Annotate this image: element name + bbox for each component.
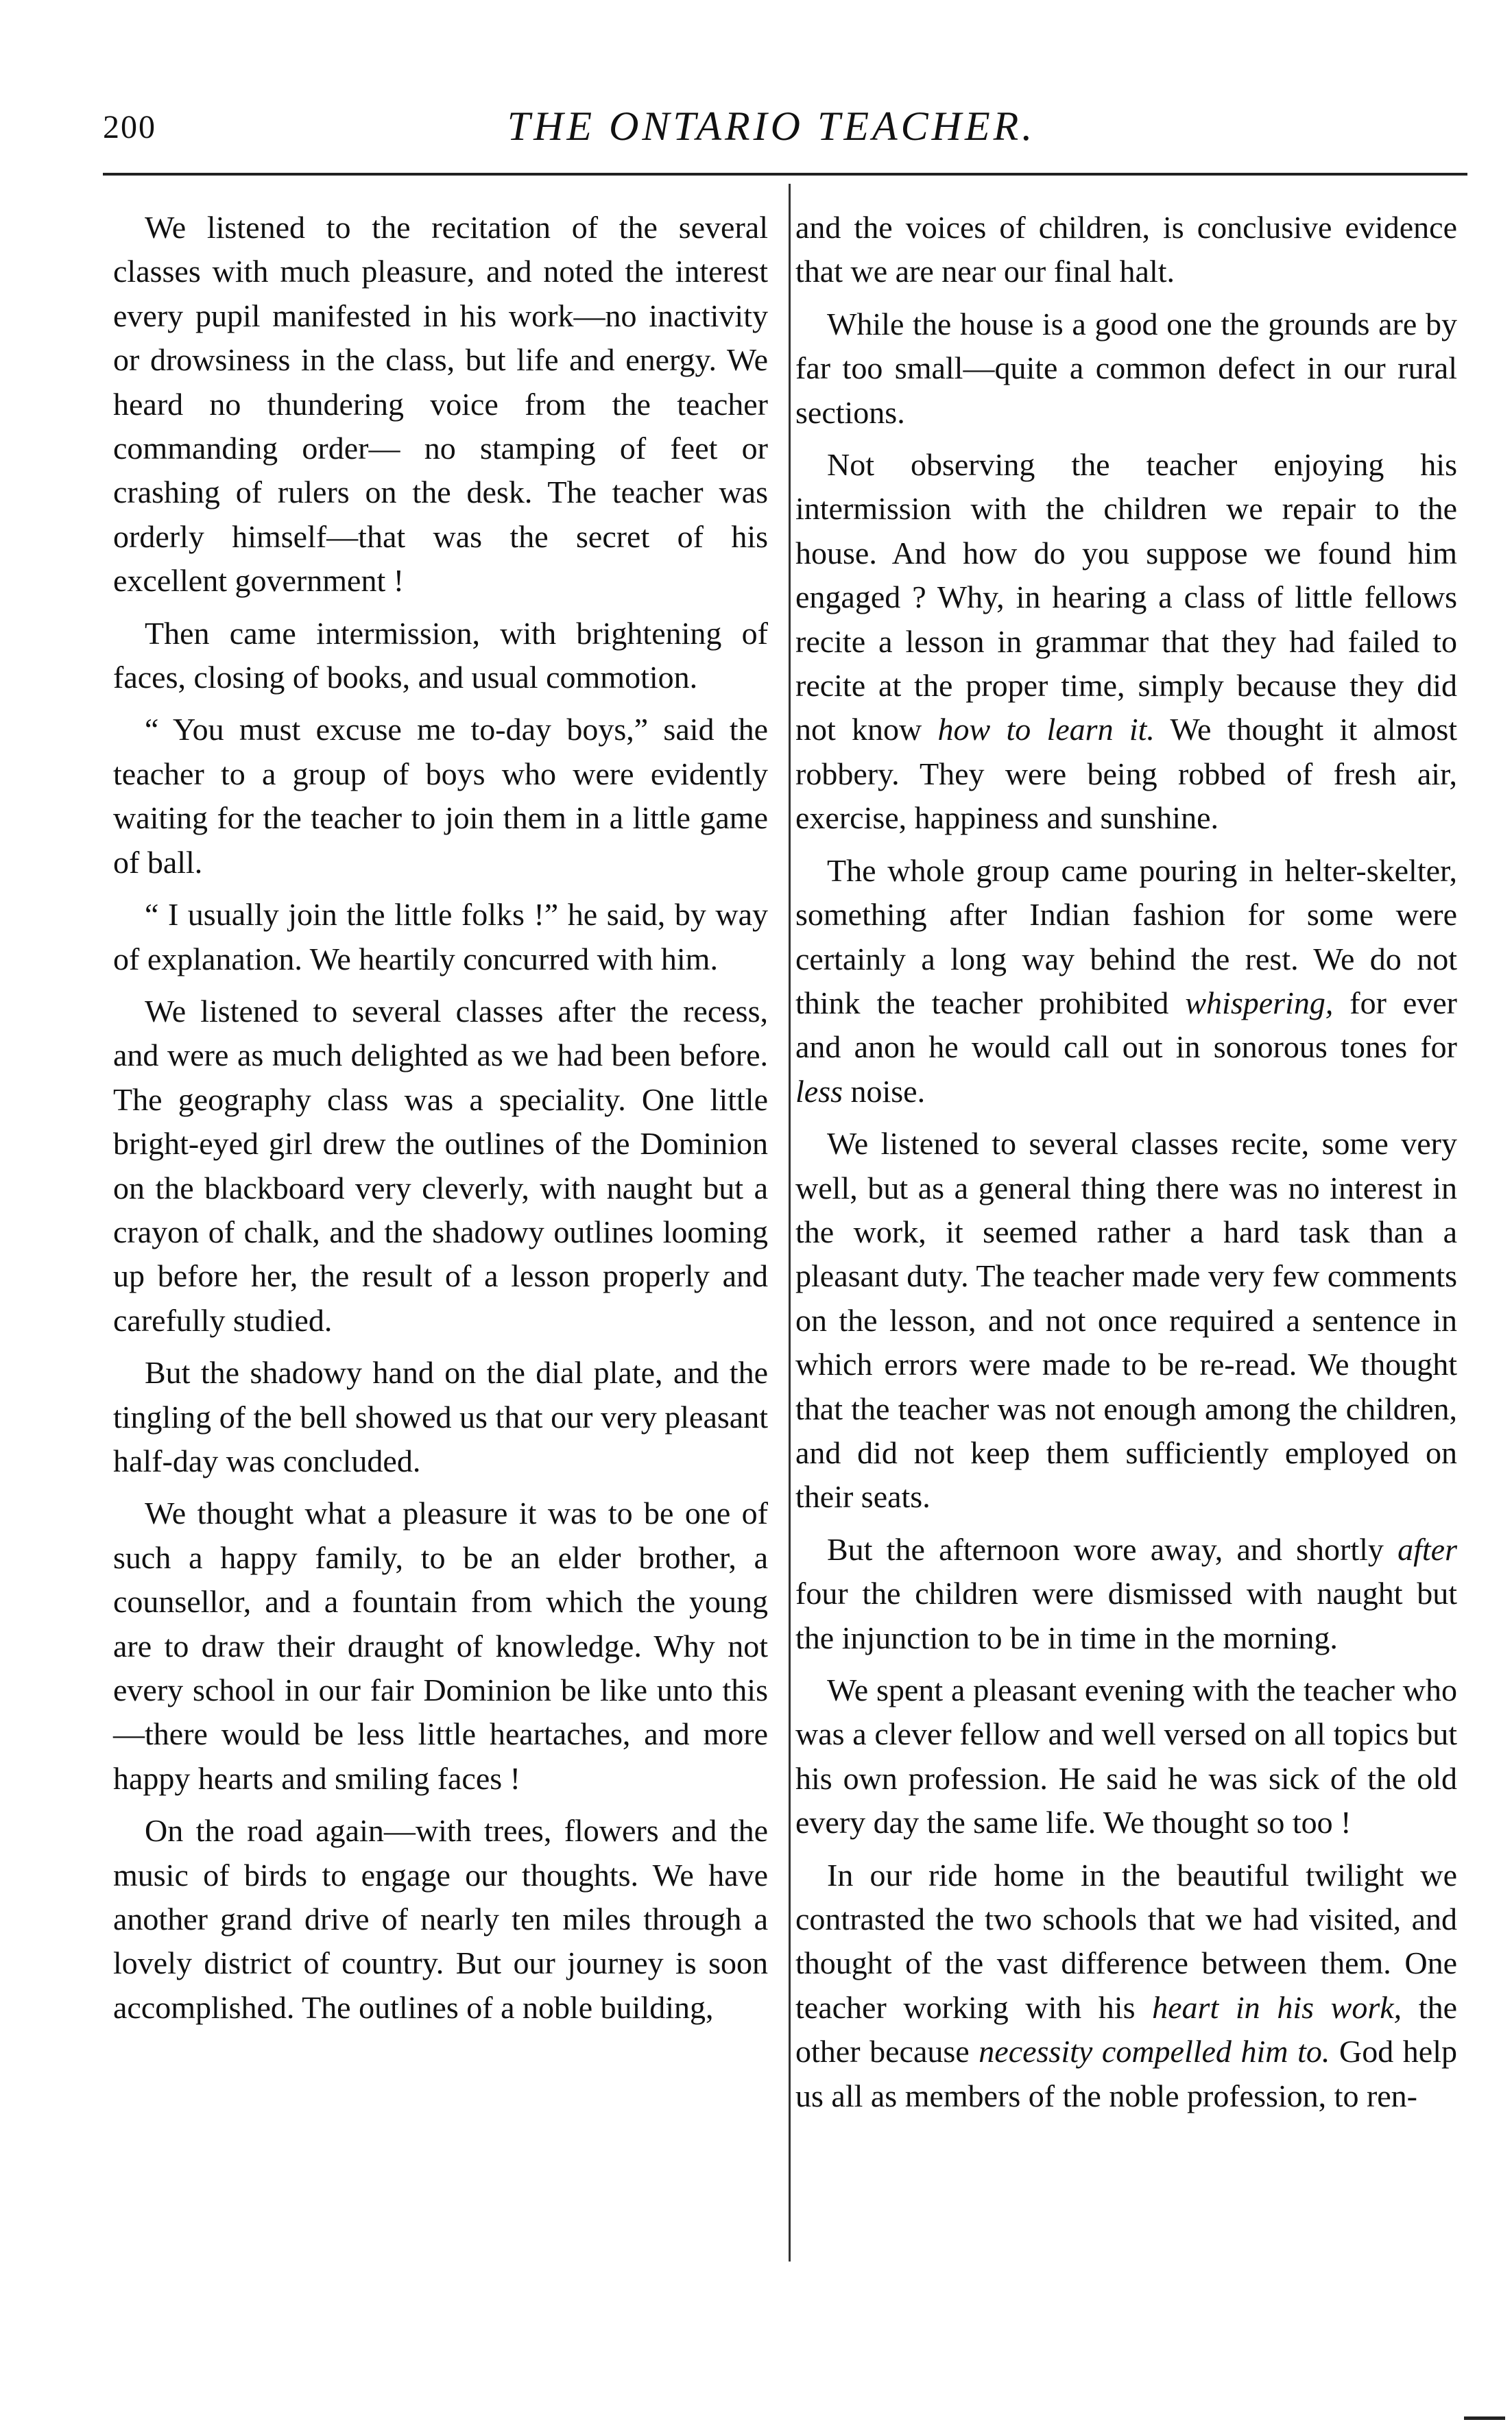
italic-text: how to learn it. (937, 712, 1155, 747)
paragraph: We thought what a pleasure it was to be one of such a happy family, to be an elder brother, a counsellor, and a fountain from which the young are to draw their draught of knowledge. Why not every school in our fair Dominion be like unto this—there would be less little heartaches, and more happy hearts and smiling faces ! (113, 1496, 768, 1796)
text-run: for ever and anon he would call out in sonorous tones for (795, 985, 1457, 1065)
italic-text: heart in his work, (1152, 1989, 1402, 2025)
text-run: The whole group came pouring in helter-skelter, something after Indian fashion for some were certainly a long way behind the rest. We do not think the teacher prohibited (795, 852, 1457, 1020)
corner-mark (1464, 2416, 1505, 2420)
italic-text: whispering, (1185, 985, 1334, 1020)
text-run: But the afternoon wore away, and shortly (827, 1531, 1398, 1567)
text-run: God help us all as members of the noble profession, to ren- (795, 2034, 1458, 2113)
left-column (113, 206, 768, 2038)
text-run: We thought it almost robbery. They were being robbed of fresh air, exercise, happiness and sunshine. (795, 712, 1458, 836)
italic-text: after (1397, 1531, 1457, 1567)
text-run: noise. (843, 1073, 926, 1109)
paragraph: But the shadowy hand on the dial plate, and the tingling of the bell showed us that our very pleasant half-day was concluded. (113, 1355, 768, 1478)
italic-text: less (795, 1073, 843, 1109)
paragraph: Then came intermission, with brightening of faces, closing of books, and usual commotion. (113, 615, 768, 695)
paragraph (795, 1528, 1457, 1660)
paragraph: “ You must excuse me to-day boys,” said the teacher to a group of boys who were evidently waiting for the teacher to join them in a little game of ball. (113, 712, 768, 880)
paragraph: “ I usually join the little folks !” he said, by way of explanation. We heartily concurred with him. (113, 897, 768, 976)
text-run: four the children were dismissed with naught but the injunction to be in time in the morning. (795, 1576, 1457, 1655)
running-title: THE ONTARIO TEACHER. (507, 104, 1036, 149)
paragraph (795, 443, 1457, 841)
paragraph: We listened to the recitation of the several classes with much pleasure, and noted the interest every pupil manifested in his work—no inactivity or drowsiness in the class, but life and energy. We heard no thundering voice from the teacher commanding order— no stamping of feet or crashing of rulers on the desk. The teacher was orderly himself—that was the secret of his excellent government ! (113, 210, 768, 599)
text-run: Not observing the teacher enjoying his intermission with the children we repair to the house. And how do you suppose we found him engaged ? Why, in hearing a class of little fellows recite a lesson in grammar that they had failed to recite at the proper time, simply because they did not know (795, 447, 1457, 747)
page-number: 200 (103, 109, 156, 145)
header-rule (103, 173, 1467, 176)
paragraph: On the road again—with trees, flowers and the music of birds to engage our thoughts. We have another grand drive of nearly ten miles through a lovely district of country. But our journey is soon accomplished. The outlines of a noble building, (113, 1813, 768, 2025)
column-divider (789, 184, 791, 2262)
paragraph: While the house is a good one the grounds are by far too small—quite a common defect in our rural sections. (795, 306, 1457, 430)
paragraph (795, 849, 1457, 1114)
paragraph: We listened to several classes recite, some very well, but as a general thing there was no interest in the work, it seemed rather a hard task than a pleasant duty. The teacher made very few comments on the lesson, and not once required a sentence in which errors were made to be re-read. We thought that the teacher was not enough among the children, and did not keep them sufficiently employed on their seats. (795, 1126, 1457, 1515)
paragraph: We listened to several classes after the recess, and were as much delighted as we had been before. The geography class was a speciality. One little bright-eyed girl drew the outlines of the Dominion on the blackboard very cleverly, with naught but a crayon of chalk, and the shadowy outlines looming up before her, the result of a lesson properly and carefully studied. (113, 993, 768, 1338)
paragraph (795, 1854, 1457, 2118)
paragraph-continuation: and the voices of children, is conclusive evidence that we are near our final halt. (795, 210, 1457, 289)
italic-text: necessity compelled him to. (979, 2034, 1330, 2070)
text-run: In our ride home in the beautiful twilight we contrasted the two schools that we had visited, and thought of the vast difference between them. One teacher working with his (795, 1857, 1457, 2025)
right-column (795, 206, 1457, 2126)
paragraph: We spent a pleasant evening with the teacher who was a clever fellow and well versed on all topics but his own profession. He said he was sick of the old every day the same life. We thought so too ! (795, 1672, 1457, 1840)
text-run: the other because (795, 1989, 1458, 2070)
page-header (103, 103, 1440, 158)
